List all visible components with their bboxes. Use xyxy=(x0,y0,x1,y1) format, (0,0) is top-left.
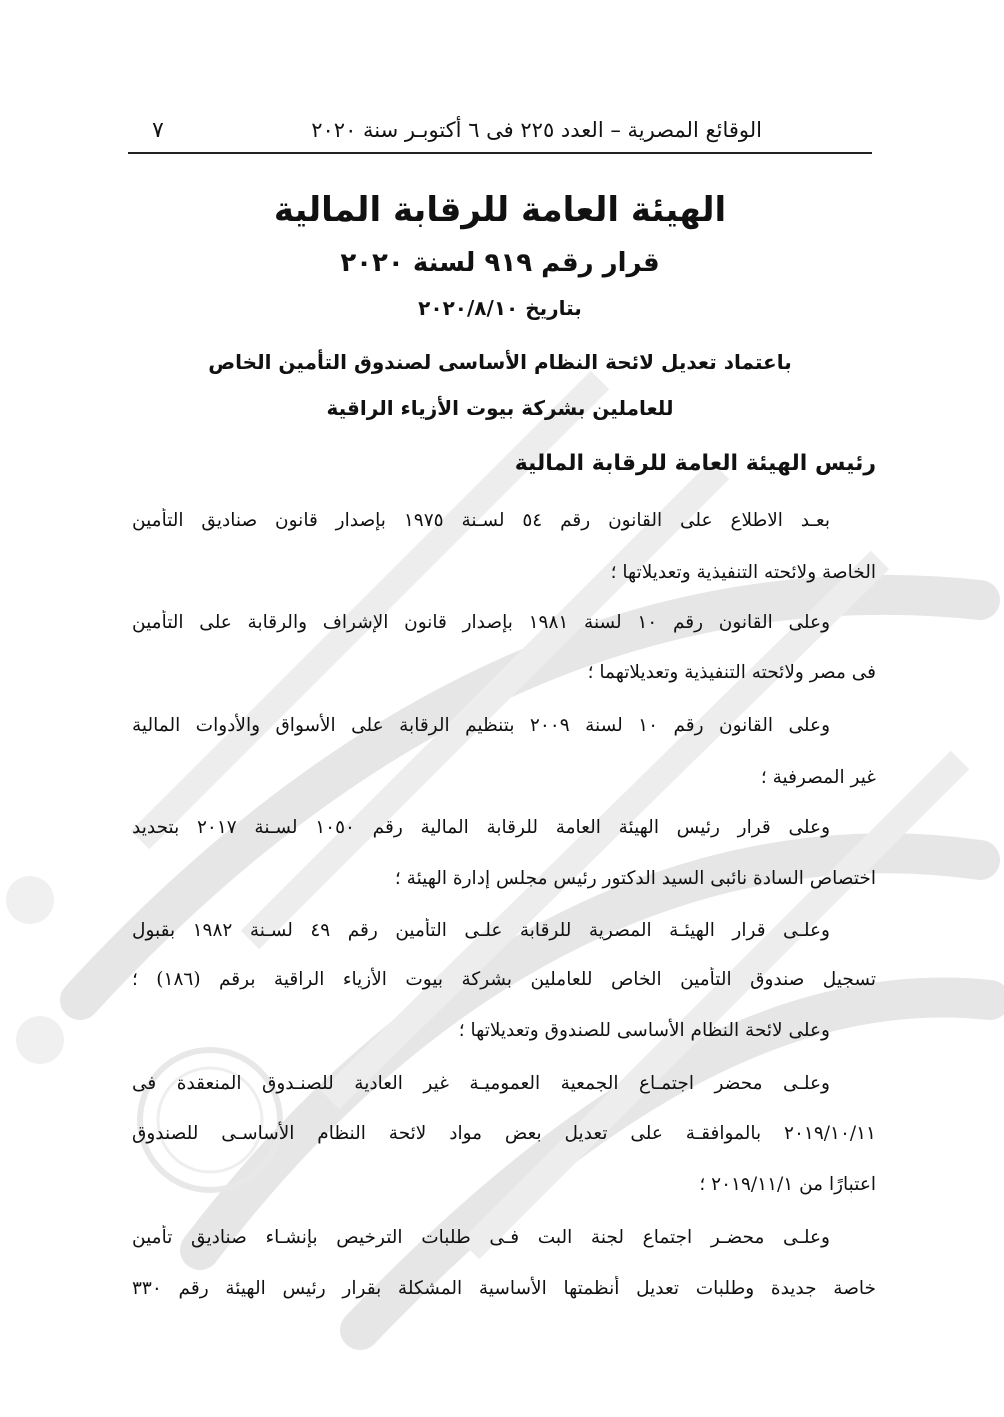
body-line: ٢٠١٩/١٠/١١ بالموافقـة على تعديل بعض مواد لائحة النظام الأساسـى للصندوق xyxy=(132,1123,876,1144)
chairman-heading: رئيس الهيئة العامة للرقابة المالية xyxy=(514,451,876,476)
body-line: اختصاص السادة نائبى السيد الدكتور رئيس مجلس إدارة الهيئة ؛ xyxy=(394,868,876,889)
body-line: وعلى قرار رئيس الهيئة العامة للرقابة المالية رقم ١٠٥٠ لسـنة ٢٠١٧ بتحديد xyxy=(132,817,831,838)
body-line: وعلـى محضر اجتمـاع الجمعية العموميـة غير العادية للصنـدوق المنعقدة فى xyxy=(132,1073,830,1094)
decree-number: قرار رقم ٩١٩ لسنة ٢٠٢٠ xyxy=(340,248,660,278)
running-header xyxy=(128,116,872,154)
body-line: وعلى لائحة النظام الأساسى للصندوق وتعديلاتها ؛ xyxy=(458,1020,830,1041)
body-line: وعلـى قرار الهيئـة المصرية للرقابة علـى التأمين رقم ٤٩ لسـنة ١٩٨٢ بقبول xyxy=(132,920,830,941)
body-line: وعلـى محضـر اجتماع لجنة البت فـى طلبات الترخيص بإنشـاء صناديق تأمين xyxy=(132,1227,830,1248)
body-line: وعلى القانون رقم ١٠ لسنة ١٩٨١ بإصدار قانون الإشراف والرقابة على التأمين xyxy=(132,612,831,633)
body-line: اعتبارًا من ٢٠١٩/١١/١ ؛ xyxy=(699,1174,876,1195)
body-line: وعلى القانون رقم ١٠ لسنة ٢٠٠٩ بتنظيم الرقابة على الأسواق والأدوات المالية xyxy=(132,715,831,736)
authority-title: الهيئة العامة للرقابة المالية xyxy=(273,190,727,230)
body-line: بعـد الاطلاع على القانون رقم ٥٤ لسـنة ١٩٧٥ بإصدار قانون صناديق التأمين xyxy=(132,510,831,531)
body-line: الخاصة ولائحته التنفيذية وتعديلاتها ؛ xyxy=(610,562,876,583)
body-line: فى مصر ولائحته التنفيذية وتعديلاتهما ؛ xyxy=(587,662,876,683)
running-title: الوقائع المصرية – العدد ٢٢٥ فى ٦ أكتوبـر سنة ٢٠٢٠ xyxy=(311,118,762,142)
body-line: خاصة جديدة وطلبات تعديل أنظمتها الأساسية المشكلة بقرار رئيس الهيئة رقم ٣٣٠ xyxy=(132,1278,876,1299)
body-line: تسجيل صندوق التأمين الخاص للعاملين بشركة بيوت الأزياء الراقية برقم (١٨٦) ؛ xyxy=(132,969,876,990)
body-line: غير المصرفية ؛ xyxy=(760,767,876,788)
decree-subject-line-2: للعاملين بشركة بيوت الأزياء الراقية xyxy=(326,396,674,420)
decree-date: بتاريخ ٢٠٢٠/٨/١٠ xyxy=(418,296,582,320)
decree-subject-line-1: باعتماد تعديل لائحة النظام الأساسى لصندوق التأمين الخاص xyxy=(208,350,792,374)
page-number: ٧ xyxy=(152,118,164,143)
